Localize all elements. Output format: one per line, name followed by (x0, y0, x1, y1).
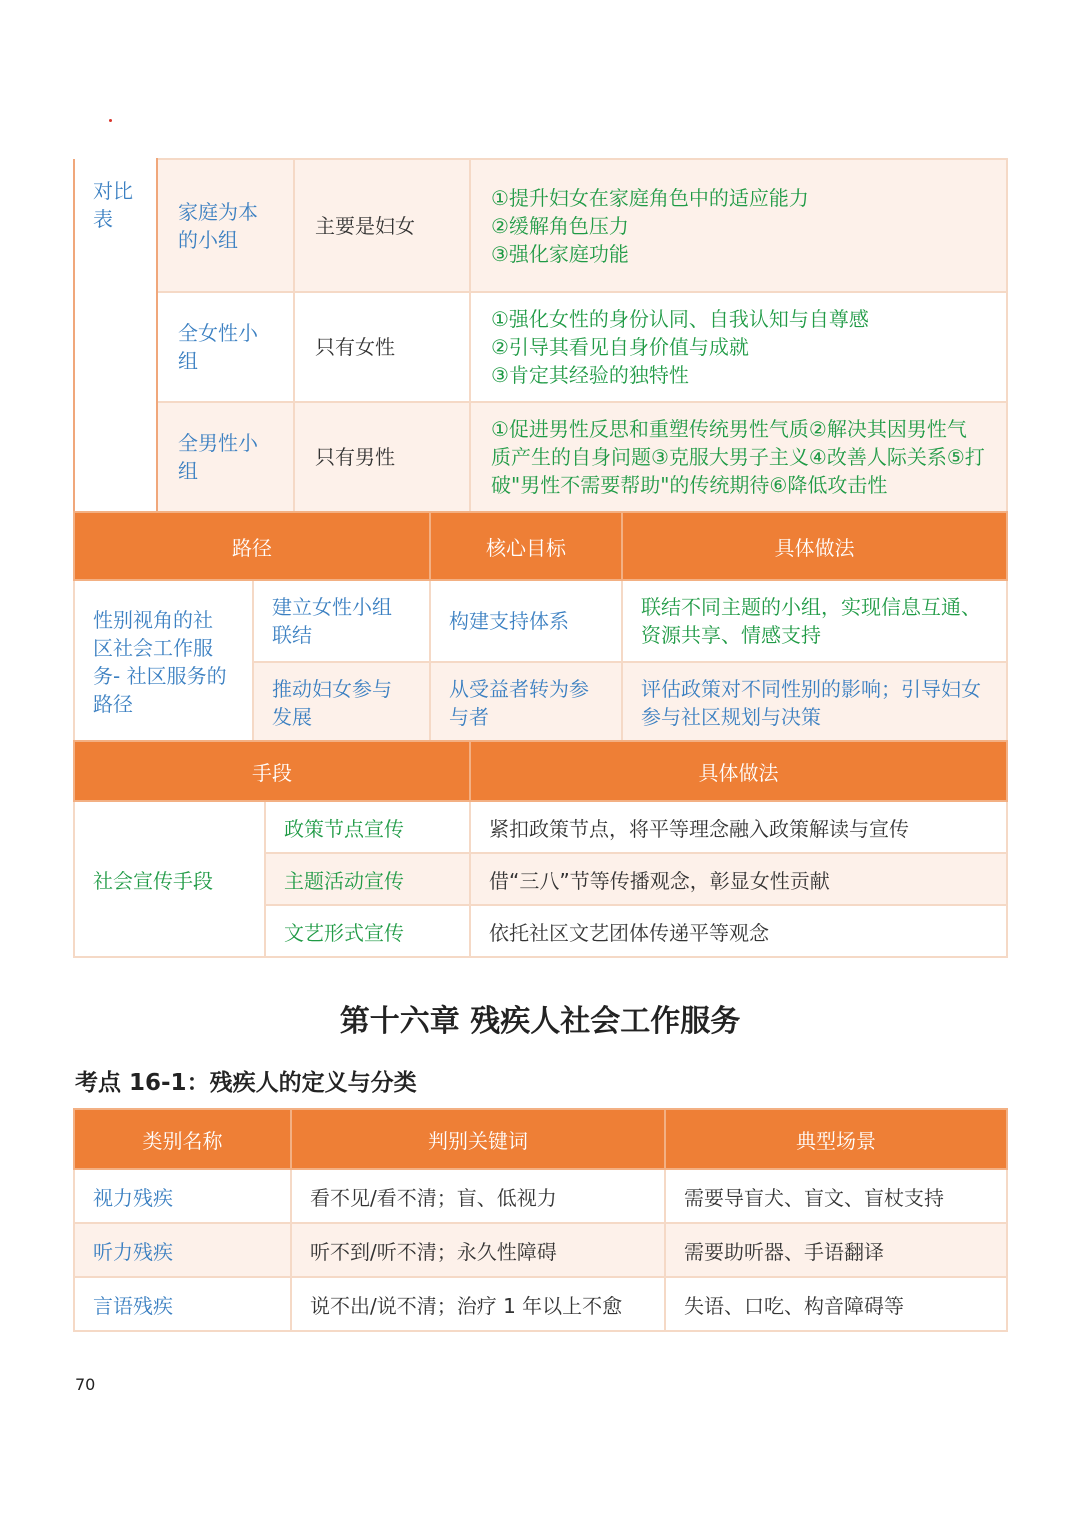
goal-cell: 从受益者转为参与者 (430, 662, 622, 744)
column-header: 具体做法 (622, 512, 1007, 580)
scenario-cell: 失语、口吃、构音障碍等 (665, 1277, 1007, 1331)
group-name: 家庭为本的小组 (157, 159, 294, 292)
group-goals: ①提升妇女在家庭角色中的适应能力 ②缓解角色压力 ③强化家庭功能 (470, 159, 1007, 292)
table-row (74, 402, 1007, 512)
disability-category-table (73, 1108, 1008, 1332)
path-cell: 建立女性小组联结 (253, 580, 430, 662)
method-cell: 紧扣政策节点，将平等理念融入政策解读与宣传 (470, 801, 1007, 853)
scenario-cell: 需要导盲犬、盲文、盲杖支持 (665, 1169, 1007, 1223)
table-header-row (74, 741, 1007, 801)
column-header: 路径 (74, 512, 430, 580)
decorative-dot (109, 119, 112, 122)
group-name: 全男性小组 (157, 402, 294, 512)
method-cell: 借“三八”节等传播观念，彰显女性贡献 (470, 853, 1007, 905)
publicity-means-table (73, 740, 1008, 958)
category-cell: 听力残疾 (74, 1223, 291, 1277)
section-title: 考点 16-1：残疾人的定义与分类 (75, 1070, 417, 1096)
comparison-label: 对比表 (74, 159, 157, 512)
table-row (74, 580, 1007, 662)
table-row (74, 292, 1007, 402)
group-goals: ①强化女性的身份认同、自我认知与自尊感 ②引导其看见自身价值与成就 ③肯定其经验的独特性 (470, 292, 1007, 402)
method-cell: 依托社区文艺团体传递平等观念 (470, 905, 1007, 957)
chapter-title: 第十六章 残疾人社会工作服务 (339, 1004, 741, 1039)
table-row (74, 801, 1007, 853)
goal-cell: 构建支持体系 (430, 580, 622, 662)
column-header: 手段 (74, 741, 470, 801)
category-cell: 视力残疾 (74, 1169, 291, 1223)
category-cell: 性别视角的社区社会工作服务- 社区服务的路径 (74, 580, 253, 744)
keywords-cell: 听不到/听不清；永久性障碍 (291, 1223, 665, 1277)
table-header-row (74, 512, 1007, 580)
column-header: 典型场景 (665, 1109, 1007, 1169)
keywords-cell: 看不见/看不清；盲、低视力 (291, 1169, 665, 1223)
group-name: 全女性小组 (157, 292, 294, 402)
group-goals: ①促进男性反思和重塑传统男性气质②解决其因男性气质产生的自身问题③克服大男子主义④改善人际关系⑤打破"男性不需要帮助"的传统期待⑥降低攻击性 (470, 402, 1007, 512)
group-members: 主要是妇女 (294, 159, 470, 292)
group-members: 只有男性 (294, 402, 470, 512)
table-row (74, 1223, 1007, 1277)
group-members: 只有女性 (294, 292, 470, 402)
path-cell: 推动妇女参与发展 (253, 662, 430, 744)
column-header: 判别关键词 (291, 1109, 665, 1169)
group-comparison-table (73, 158, 1008, 513)
column-header: 具体做法 (470, 741, 1007, 801)
keywords-cell: 说不出/说不清；治疗 1 年以上不愈 (291, 1277, 665, 1331)
means-cell: 主题活动宣传 (265, 853, 470, 905)
table-row (74, 1169, 1007, 1223)
category-cell: 言语残疾 (74, 1277, 291, 1331)
page-number: 70 (75, 1375, 96, 1394)
method-cell: 评估政策对不同性别的影响；引导妇女参与社区规划与决策 (622, 662, 1007, 744)
column-header: 核心目标 (430, 512, 622, 580)
community-path-table (73, 511, 1008, 745)
method-cell: 联结不同主题的小组，实现信息互通、资源共享、情感支持 (622, 580, 1007, 662)
table-header-row (74, 1109, 1007, 1169)
means-cell: 政策节点宣传 (265, 801, 470, 853)
scenario-cell: 需要助听器、手语翻译 (665, 1223, 1007, 1277)
table-row (74, 1277, 1007, 1331)
table-row (74, 159, 1007, 292)
means-cell: 文艺形式宣传 (265, 905, 470, 957)
category-cell: 社会宣传手段 (74, 801, 265, 957)
column-header: 类别名称 (74, 1109, 291, 1169)
